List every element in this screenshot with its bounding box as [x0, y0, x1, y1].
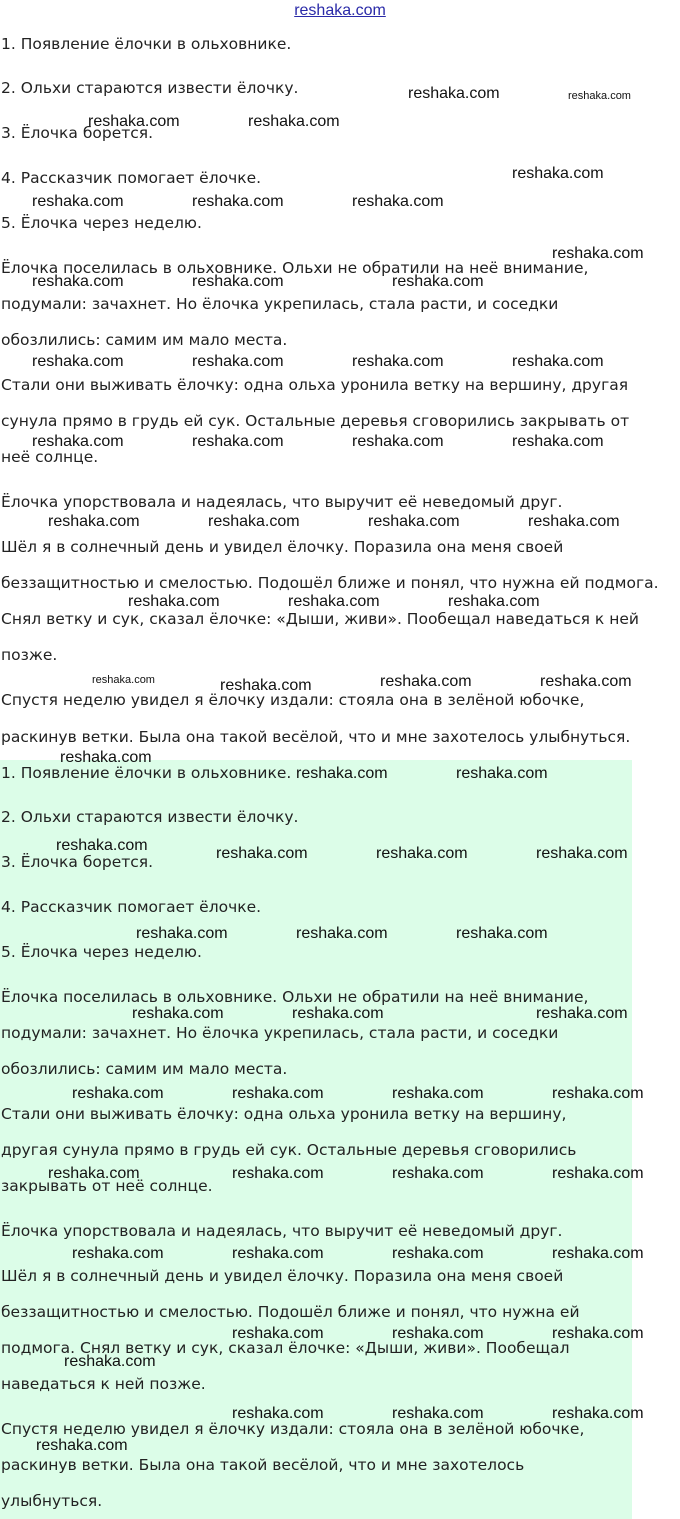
plan-item: 4. Рассказчик помогает ёлочке. [1, 169, 262, 187]
watermark: reshaka.com [392, 273, 484, 290]
watermark: reshaka.com [92, 674, 155, 686]
text-line: другая сунула прямо в грудь ей сук. Остальные деревья сговорились [1, 1141, 577, 1159]
text-line: Снял ветку и сук, сказал ёлочке: «Дыши, живи». Пообещал наведаться к ней [1, 610, 639, 628]
text-line: Спустя неделю увидел я ёлочку издали: стояла она в зелёной юбочке, [1, 1420, 585, 1438]
text-line: подумали: зачахнет. Но ёлочка укрепилась, стала расти, и соседки [1, 295, 559, 313]
text-line: улыбнуться. [1, 1492, 103, 1510]
watermark: reshaka.com [552, 1325, 644, 1342]
watermark: reshaka.com [552, 1085, 644, 1102]
watermark: reshaka.com [32, 273, 124, 290]
text-line: Ёлочка упорствовала и надеялась, что выручит её неведомый друг. [1, 1222, 563, 1240]
watermark: reshaka.com [448, 593, 540, 610]
watermark: reshaka.com [296, 765, 388, 782]
text-line: Спустя неделю увидел я ёлочку издали: стояла она в зелёной юбочке, [1, 691, 585, 709]
watermark: reshaka.com [192, 433, 284, 450]
plan-item: 2. Ольхи стараются извести ёлочку. [1, 79, 299, 97]
watermark: reshaka.com [376, 845, 468, 862]
text-line: Ёлочка поселилась в ольховнике. Ольхи не обратили на неё внимание, [1, 259, 589, 277]
text-line: Шёл я в солнечный день и увидел ёлочку. Поразила она меня своей [1, 1267, 564, 1285]
text-line: позже. [1, 646, 58, 664]
watermark: reshaka.com [36, 1437, 128, 1454]
plan-item: 4. Рассказчик помогает ёлочке. [1, 898, 262, 916]
watermark: reshaka.com [456, 925, 548, 942]
watermark: reshaka.com [368, 513, 460, 530]
watermark: reshaka.com [536, 1005, 628, 1022]
watermark: reshaka.com [216, 845, 308, 862]
watermark: reshaka.com [536, 845, 628, 862]
watermark: reshaka.com [64, 1353, 156, 1370]
text-line: раскинув ветки. Была она такой весёлой, что и мне захотелось [1, 1456, 525, 1474]
watermark: reshaka.com [352, 433, 444, 450]
watermark: reshaka.com [512, 353, 604, 370]
text-line: обозлились: самим им мало места. [1, 331, 288, 349]
watermark: reshaka.com [32, 433, 124, 450]
watermark: reshaka.com [220, 677, 312, 694]
text-line: Стали они выживать ёлочку: одна ольха уронила ветку на вершину, [1, 1105, 567, 1123]
watermark: reshaka.com [552, 1245, 644, 1262]
text-line: раскинув ветки. Была она такой весёлой, что и мне захотелось улыбнуться. [1, 728, 631, 746]
plan-item: 5. Ёлочка через неделю. [1, 943, 202, 961]
watermark: reshaka.com [552, 1405, 644, 1422]
text-line: наведаться к ней позже. [1, 1375, 206, 1393]
text-line: Стали они выживать ёлочку: одна ольха уронила ветку на вершину, другая [1, 376, 629, 394]
text-line: подмога. Снял ветку и сук, сказал ёлочке: «Дыши, живи». Пообещал [1, 1339, 570, 1357]
watermark: reshaka.com [32, 353, 124, 370]
watermark: reshaka.com [248, 113, 340, 130]
plan-item: 1. Появление ёлочки в ольховнике. [1, 764, 292, 782]
watermark: reshaka.com [32, 193, 124, 210]
watermark: reshaka.com [208, 513, 300, 530]
plan-item: 2. Ольхи стараются извести ёлочку. [1, 808, 299, 826]
watermark: reshaka.com [232, 1165, 324, 1182]
watermark: reshaka.com [568, 90, 631, 102]
watermark: reshaka.com [192, 353, 284, 370]
watermark: reshaka.com [352, 353, 444, 370]
watermark: reshaka.com [392, 1245, 484, 1262]
watermark: reshaka.com [380, 673, 472, 690]
watermark: reshaka.com [72, 1085, 164, 1102]
plan-item: 5. Ёлочка через неделю. [1, 214, 202, 232]
text-line: Шёл я в солнечный день и увидел ёлочку. Поразила она меня своей [1, 538, 564, 556]
text-line: обозлились: самим им мало места. [1, 1060, 288, 1078]
watermark: reshaka.com [392, 1405, 484, 1422]
watermark: reshaka.com [292, 1005, 384, 1022]
watermark: reshaka.com [408, 85, 500, 102]
watermark: reshaka.com [232, 1325, 324, 1342]
plan-item: 3. Ёлочка борется. [1, 853, 154, 871]
watermark: reshaka.com [288, 593, 380, 610]
watermark: reshaka.com [72, 1245, 164, 1262]
plan-item: 3. Ёлочка борется. [1, 124, 154, 142]
watermark: reshaka.com [136, 925, 228, 942]
watermark: reshaka.com [296, 925, 388, 942]
text-line: беззащитностью и смелостью. Подошёл ближе и понял, что нужна ей [1, 1303, 580, 1321]
text-line: неё солнце. [1, 448, 99, 466]
watermark: reshaka.com [232, 1085, 324, 1102]
watermark: reshaka.com [528, 513, 620, 530]
watermark: reshaka.com [48, 1165, 140, 1182]
watermark: reshaka.com [232, 1405, 324, 1422]
plan-item: 1. Появление ёлочки в ольховнике. [1, 35, 292, 53]
watermark: reshaka.com [232, 1245, 324, 1262]
watermark: reshaka.com [552, 245, 644, 262]
text-line: закрывать от неё солнце. [1, 1177, 213, 1195]
watermark: reshaka.com [192, 193, 284, 210]
watermark: reshaka.com [48, 513, 140, 530]
watermark: reshaka.com [352, 193, 444, 210]
watermark: reshaka.com [456, 765, 548, 782]
site-title-link[interactable]: reshaka.com [294, 2, 386, 19]
watermark: reshaka.com [512, 165, 604, 182]
watermark: reshaka.com [552, 1165, 644, 1182]
text-line: Ёлочка упорствовала и надеялась, что выручит её неведомый друг. [1, 493, 563, 511]
text-line: Ёлочка поселилась в ольховнике. Ольхи не обратили на неё внимание, [1, 988, 589, 1006]
watermark: reshaka.com [392, 1165, 484, 1182]
text-line: беззащитностью и смелостью. Подошёл ближе и понял, что нужна ей подмога. [1, 574, 659, 592]
watermark: reshaka.com [60, 749, 152, 766]
watermark: reshaka.com [540, 673, 632, 690]
watermark: reshaka.com [192, 273, 284, 290]
text-line: сунула прямо в грудь ей сук. Остальные деревья сговорились закрывать от [1, 412, 630, 430]
text-line: подумали: зачахнет. Но ёлочка укрепилась, стала расти, и соседки [1, 1024, 559, 1042]
watermark: reshaka.com [56, 837, 148, 854]
watermark: reshaka.com [132, 1005, 224, 1022]
watermark: reshaka.com [392, 1085, 484, 1102]
watermark: reshaka.com [88, 113, 180, 130]
watermark: reshaka.com [128, 593, 220, 610]
watermark: reshaka.com [392, 1325, 484, 1342]
watermark: reshaka.com [512, 433, 604, 450]
